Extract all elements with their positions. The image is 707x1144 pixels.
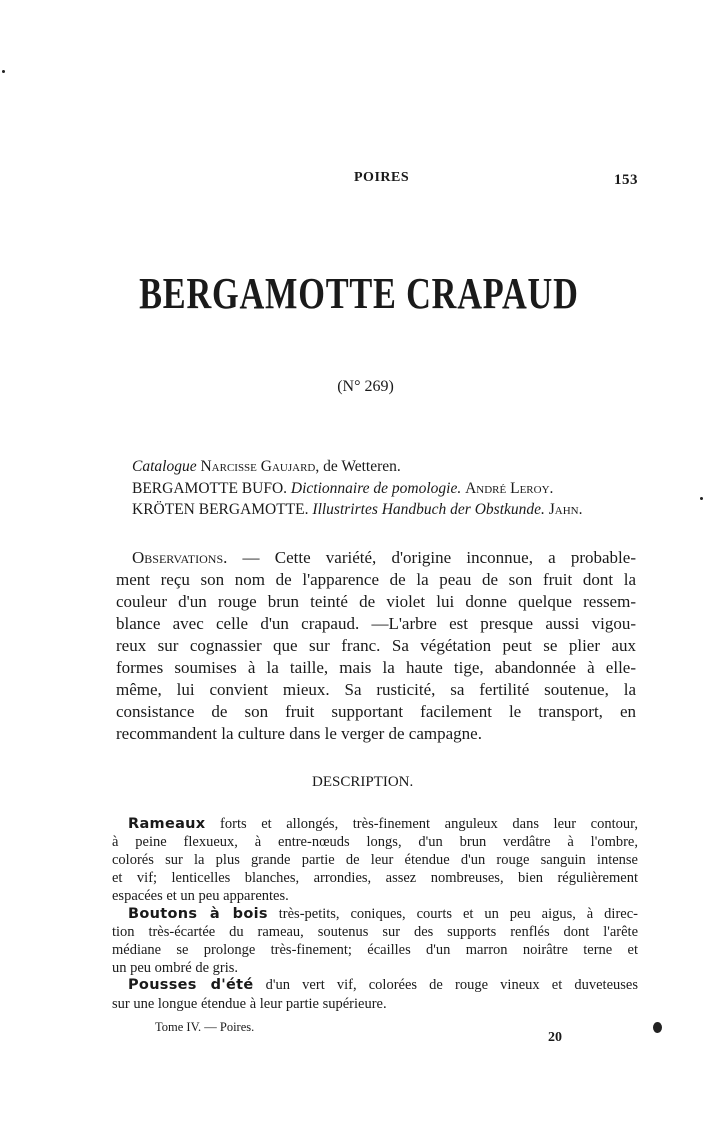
text-line: tion très-écartée du rameau, soutenus sur des supports renflés dont l'arête (112, 924, 638, 940)
text-line: recommandent la culture dans le verger de campagne. (116, 724, 482, 743)
text-line (128, 816, 638, 833)
synonym-line (132, 480, 553, 498)
text-line: sur une longue étendue à leur partie supérieure. (112, 996, 387, 1012)
synonym-source: Catalogue (132, 458, 197, 475)
text-line: ment reçu son nom de l'apparence de la peau de son fruit dont la (116, 570, 636, 589)
signature-mark: 20 (548, 1030, 562, 1045)
variety-number: (N° 269) (337, 378, 394, 395)
text-line: blance avec celle d'un crapaud. —L'arbre est presque aussi vigou- (116, 614, 636, 633)
text-line: formes soumises à la taille, mais la haute tige, abandonnée à elle- (116, 658, 636, 677)
text-line (128, 977, 638, 994)
synonym-line (132, 458, 401, 476)
description-term: Rameaux (128, 816, 206, 832)
text-line (128, 906, 638, 923)
text-span: — Cette variété, d'origine inconnue, a probable- (227, 548, 636, 567)
section-heading: DESCRIPTION. (312, 774, 414, 790)
text-span: d'un vert vif, colorées de rouge vineux et duveteuses (253, 977, 638, 993)
text-line: un peu ombré de gris. (112, 960, 239, 976)
text-line: et vif; lenticelles blanches, arrondies, assez nombreuses, bien régulièrement (112, 870, 638, 886)
text-span: très-petits, coniques, courts et un peu aigus, à direc- (267, 906, 638, 922)
synonym-source: Dictionnaire de pomologie. (290, 480, 462, 497)
text-line: à peine flexueux, à entre-nœuds longs, d'un brun verdâtre à l'ombre, (112, 834, 638, 850)
synonym-name: KRÖTEN BERGAMOTTE. (132, 501, 309, 518)
synonym-author: Narcisse Gaujard (200, 458, 316, 475)
text-span: forts et allongés, très-finement anguleux dans leur contour, (205, 816, 638, 832)
synonym-line (132, 501, 583, 519)
text-line (132, 548, 636, 568)
synonym-source: Illustrirtes Handbuch der Obstkunde. (312, 501, 545, 518)
ink-spot (2, 70, 5, 73)
synonym-place: , de Wetteren. (315, 458, 401, 475)
text-line: consistance de son fruit supportant facilement le transport, en (116, 702, 636, 721)
description-term: Pousses d'été (128, 977, 254, 993)
running-title: POIRES (354, 170, 410, 185)
page-title: BERGAMOTTE CRAPAUD (139, 269, 579, 318)
footer-volume: Tome IV. — Poires. (155, 1020, 255, 1034)
text-line: espacées et un peu apparentes. (112, 888, 289, 904)
text-line: médiane se prolonge très-finement; écailles d'un marron noirâtre terne et (112, 942, 638, 958)
observations-label: Observations. (132, 548, 228, 567)
text-line: colorés sur la plus grande partie de leur étendue d'un rouge sanguin intense (112, 852, 638, 868)
synonym-author: André Leroy. (465, 480, 554, 497)
ink-spot (700, 497, 703, 500)
ink-spot (653, 1022, 662, 1033)
text-line: reux sur cognassier que sur franc. Sa végétation peut se plier aux (116, 636, 636, 655)
synonym-author: Jahn. (548, 501, 583, 518)
page-number: 153 (614, 172, 638, 188)
description-term: Boutons à bois (128, 906, 268, 922)
text-line: couleur d'un rouge brun teinté de violet lui donne quelque ressem- (116, 592, 636, 611)
text-line: même, lui convient mieux. Sa rusticité, sa fertilité soutenue, la (116, 680, 636, 699)
synonym-name: BERGAMOTTE BUFO. (132, 480, 288, 497)
